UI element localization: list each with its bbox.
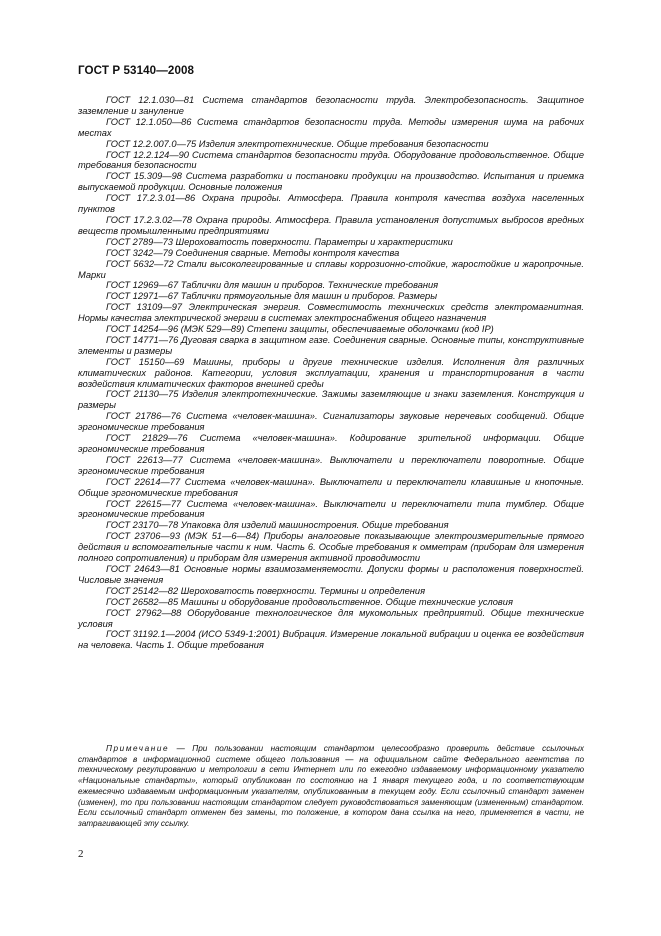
- reference-item: ГОСТ 25142—82 Шероховатость поверхности. Термины и определения: [106, 585, 426, 596]
- reference-item: ГОСТ 15.309—98 Система разработки и постановки продукции на производство. Испытания и приемка выпускаемой продукции. Основные положения: [78, 171, 584, 193]
- page-number: 2: [78, 848, 84, 860]
- reference-item: ГОСТ 12.1.030—81 Система стандартов безопасности труда. Электробезопасность. Защитное заземление и зануление: [78, 95, 584, 116]
- note-paragraph: [78, 744, 584, 830]
- reference-item: ГОСТ 12.1.050—86 Система стандартов безопасности труда. Методы измерения шума на рабочих местах: [78, 116, 584, 138]
- reference-item: ГОСТ 23170—78 Упаковка для изделий машиностроения. Общие требования: [106, 520, 449, 531]
- reference-item: ГОСТ 2789—73 Шероховатость поверхности. Параметры и характеристики: [106, 236, 453, 247]
- reference-item: ГОСТ 22614—77 Система «человек-машина». Выключатели и переключатели клавишные и кнопочные. Общие эргономические требования: [78, 476, 584, 498]
- reference-item: ГОСТ 12971—67 Таблички прямоугольные для машин и приборов. Размеры: [106, 291, 438, 302]
- reference-item: ГОСТ 13109—97 Электрическая энергия. Совместимость технических средств электромагнитная. Нормы качества электрической энергии в системах электроснабжения общего назначения: [78, 302, 584, 324]
- normative-references-list: [78, 95, 584, 651]
- reference-item: ГОСТ 24643—81 Основные нормы взаимозаменяемости. Допуски формы и расположения поверхностей. Числовые значения: [78, 563, 584, 585]
- reference-item: ГОСТ 12969—67 Таблички для машин и приборов. Технические требования: [106, 280, 439, 291]
- reference-item: ГОСТ 17.2.3.02—78 Охрана природы. Атмосфера. Правила установления допустимых выбросов вредных веществ промышленными предприятиями: [78, 214, 584, 236]
- reference-item: ГОСТ 21786—76 Система «человек-машина». Сигнализаторы звуковые неречевых сообщений. Общие эргономические требования: [78, 411, 584, 433]
- reference-item: ГОСТ 3242—79 Соединения сварные. Методы контроля качества: [106, 247, 400, 258]
- reference-item: ГОСТ 21130—75 Изделия электротехнические. Зажимы заземляющие и знаки заземления. Конструкция и размеры: [78, 389, 584, 411]
- reference-item: ГОСТ 15150—69 Машины, приборы и другие технические изделия. Исполнения для различных климатических районов. Категории, условия эксплуатации, хранения и транспортирования в части воздействия климатических факторов внешней среды: [78, 356, 584, 389]
- reference-item: ГОСТ 21829—76 Система «человек-машина». Кодирование зрительной информации. Общие эргономические требования: [78, 433, 584, 454]
- reference-item: ГОСТ 22615—77 Система «человек-машина». Выключатели и переключатели типа тумблер. Общие эргономические требования: [78, 498, 584, 520]
- note-text: — При пользовании настоящим стандартом целесообразно проверить действие ссылочных стандартов в информационной системе общего пользования — на официальном сайте Федерального агентства по техническому регулированию и метрологии в сети Интернет или по ежегодно издаваемому информационному указателю «Национальные стандарты», который опубликован по состоянию на 1 января текущего года, и по соответствующим ежемесячно издаваемым информационным указателям, опубликованным в текущем году. Если ссылочный стандарт заменен (изменен), то при пользовании настоящим стандартом следует руководствоваться заменяющим (измененным) стандартом. Если ссылочный стандарт отменен без замены, то положение, в котором дана ссылка на него, применяется в части, не затрагивающей эту ссылку.: [78, 744, 584, 828]
- reference-item: ГОСТ 27962—88 Оборудование технологическое для мукомольных предприятий. Общие технические условия: [78, 607, 584, 629]
- document-header: ГОСТ Р 53140—2008: [78, 64, 195, 77]
- reference-item: ГОСТ 12.2.007.0—75 Изделия электротехнические. Общие требования безопасности: [106, 138, 489, 149]
- reference-item: ГОСТ 31192.1—2004 (ИСО 5349-1:2001) Вибрация. Измерение локальной вибрации и оценка ее воздействия на человека. Часть 1. Общие требования: [78, 629, 584, 651]
- reference-item: ГОСТ 14771—76 Дуговая сварка в защитном газе. Соединения сварные. Основные типы, конструктивные элементы и размеры: [78, 334, 584, 356]
- reference-item: ГОСТ 22613—77 Система «человек-машина». Выключатели и переключатели поворотные. Общие эргономические требования: [78, 454, 584, 476]
- reference-item: ГОСТ 5632—72 Стали высоколегированные и сплавы коррозионно-стойкие, жаростойкие и жаропрочные. Марки: [78, 258, 584, 280]
- reference-item: ГОСТ 26582—85 Машины и оборудование продовольственное. Общие технические условия: [106, 596, 513, 607]
- reference-item: ГОСТ 14254—96 (МЭК 529—89) Степени защиты, обеспечиваемые оболочками (код IP): [106, 324, 494, 335]
- note-label: Примечание: [106, 744, 170, 753]
- reference-item: ГОСТ 17.2.3.01—86 Охрана природы. Атмосфера. Правила контроля качества воздуха населенных пунктов: [78, 193, 584, 215]
- reference-item: ГОСТ 23706—93 (МЭК 51—6—84) Приборы аналоговые показывающие электроизмерительные прямого действия и вспомогательные части к ним. Часть 6. Особые требования к омметрам (приборам для измерения полного сопротивления) и приборам для измерения активной проводимости: [78, 531, 584, 564]
- reference-item: ГОСТ 12.2.124—90 Система стандартов безопасности труда. Оборудование продовольственное. Общие требования безопасности: [78, 149, 584, 171]
